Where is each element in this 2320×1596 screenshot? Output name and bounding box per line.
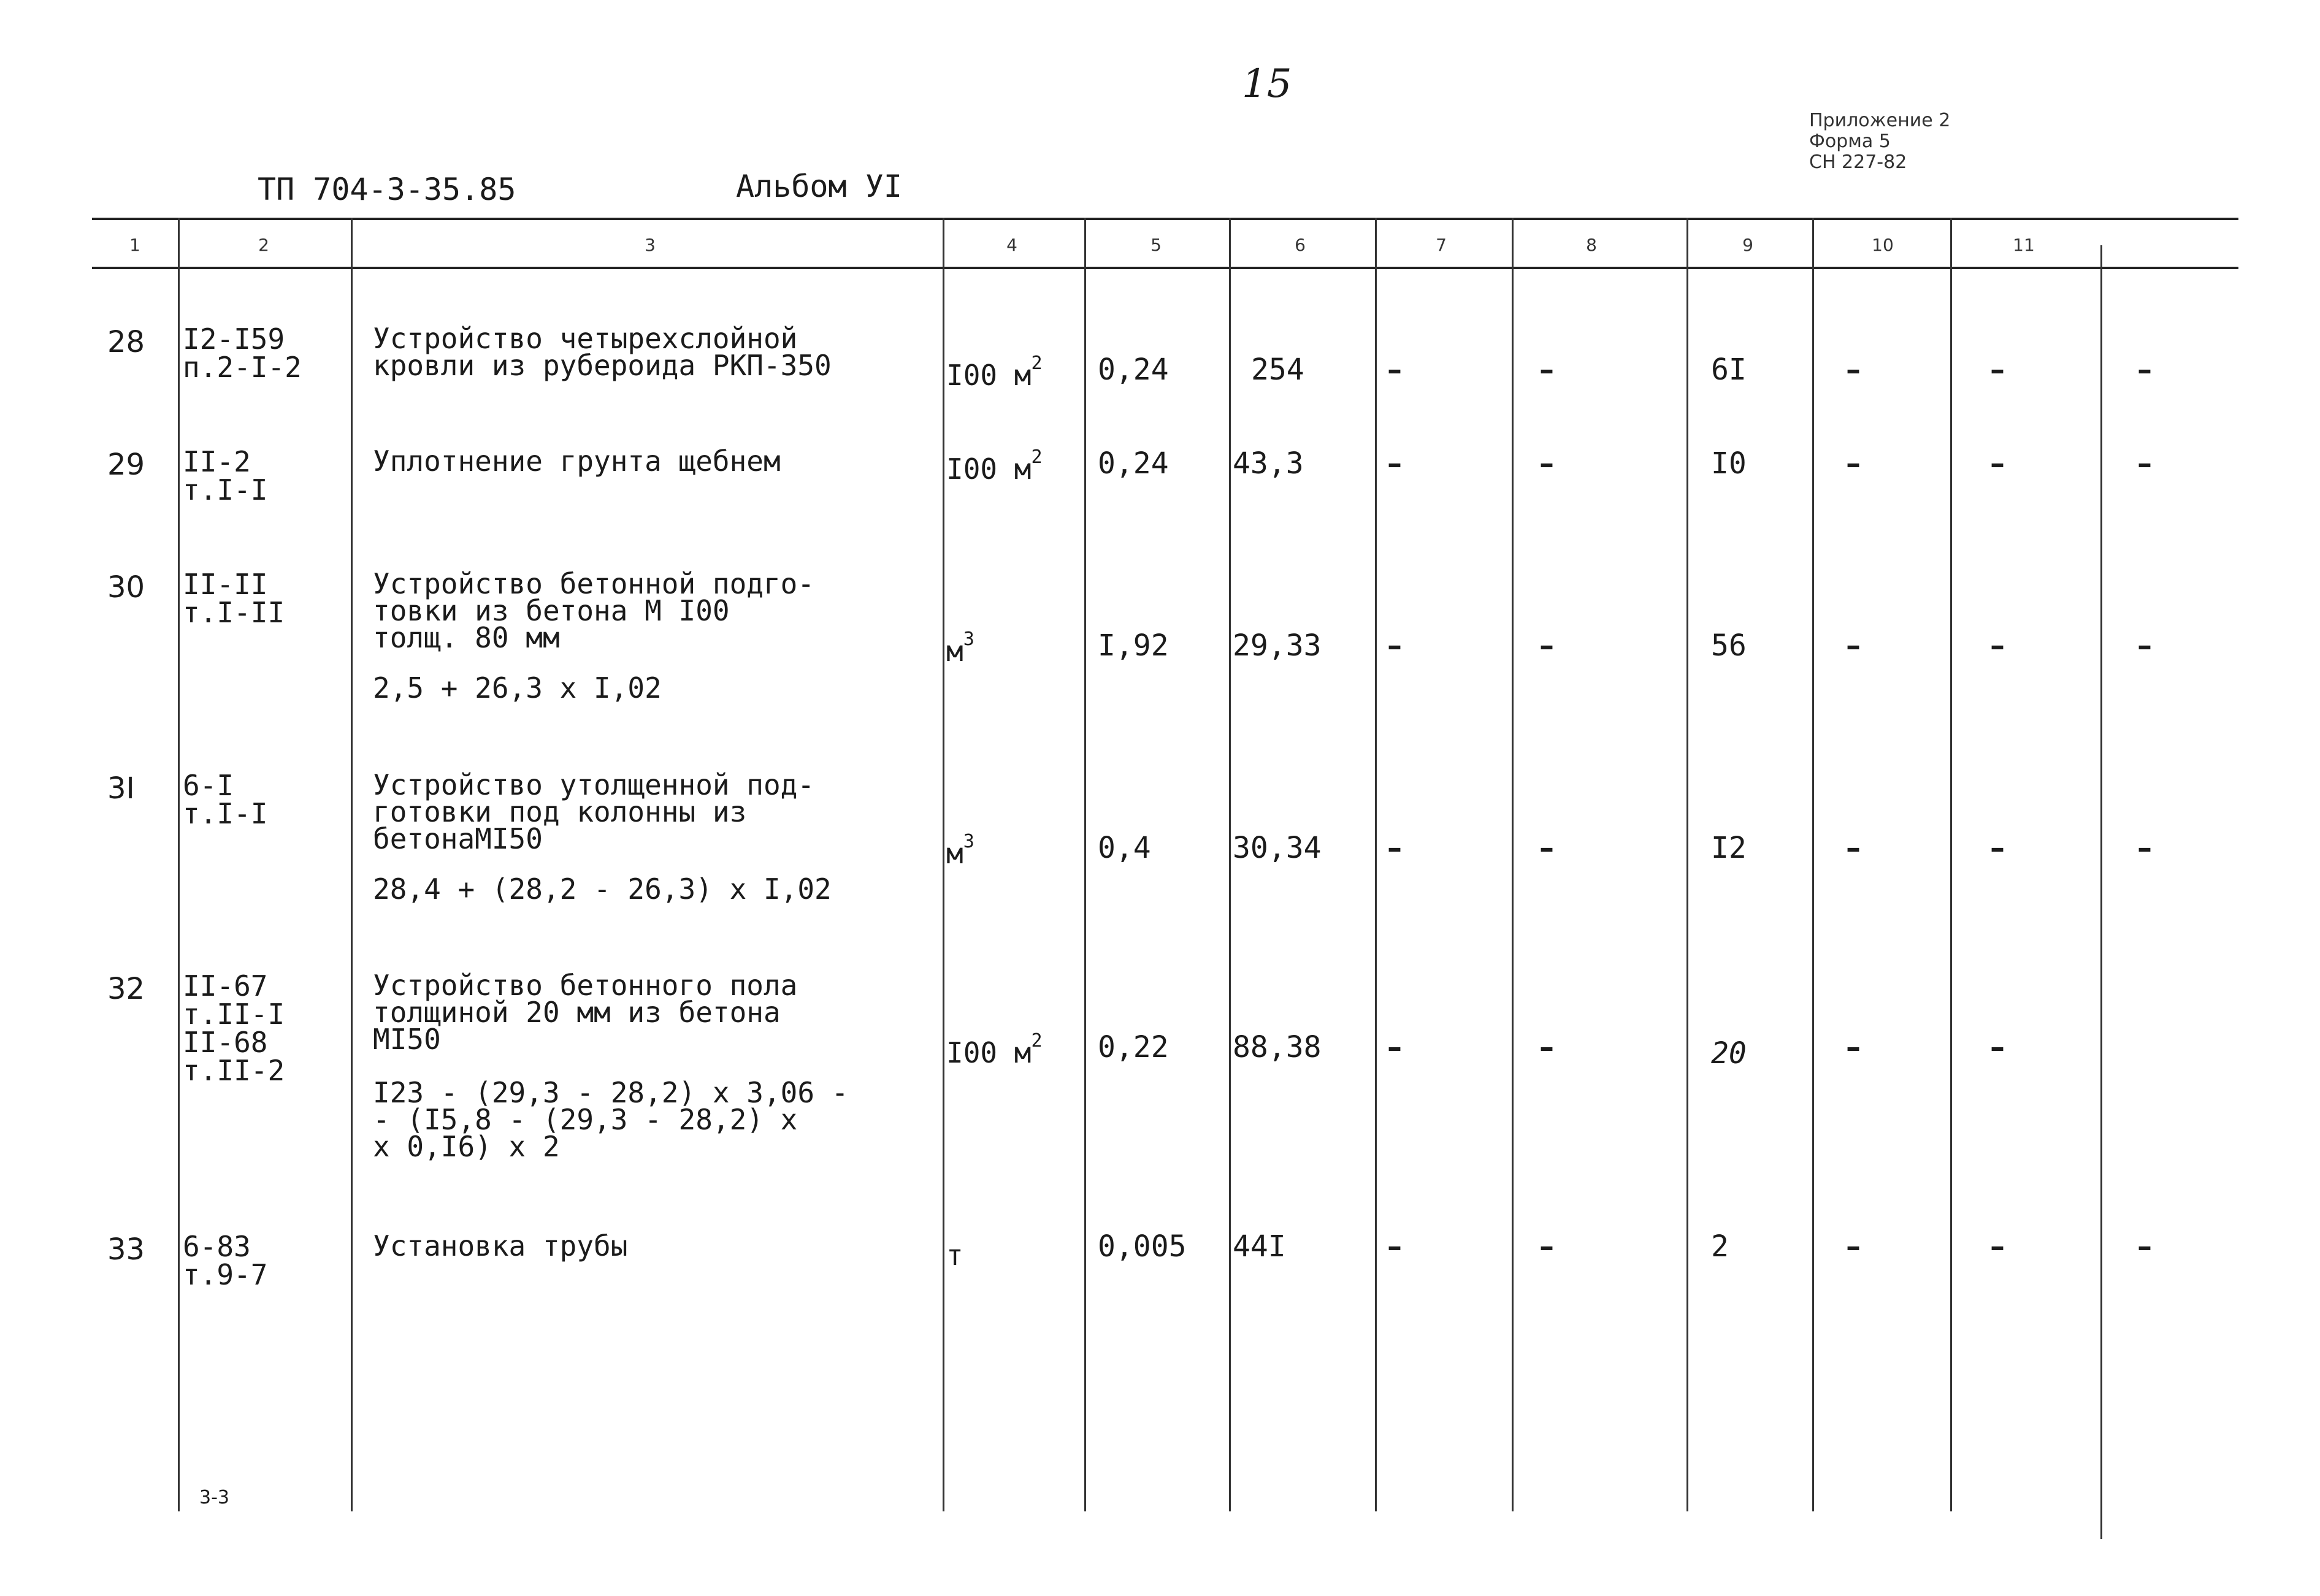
col11-value: – [1990, 831, 2005, 865]
col7-value: – [1387, 1030, 1402, 1064]
column-divider [1950, 218, 1952, 1511]
column-number: 6 [1295, 235, 1306, 255]
col7-value: – [1387, 446, 1402, 481]
row-number: 30 [107, 570, 145, 605]
col6-value: 44I [1233, 1229, 1286, 1264]
quantity: 0,4 [1098, 831, 1151, 865]
quantity: 0,24 [1098, 446, 1169, 481]
col8-value: – [1539, 1030, 1554, 1064]
col12-value: – [2137, 1229, 2152, 1264]
quantity-formula: 2,5 + 26,3 х I,02 [373, 671, 662, 704]
quantity-formula: 28,4 + (28,2 - 26,3) х I,02 [373, 872, 832, 906]
appendix-line: Приложение 2 [1809, 110, 1951, 131]
quantity: 0,005 [1098, 1229, 1187, 1264]
quantity: I,92 [1098, 628, 1169, 663]
col10-value: – [1846, 1229, 1861, 1264]
col6-value: 30,34 [1233, 831, 1322, 865]
col12-value: – [2137, 353, 2152, 387]
col8-value: – [1539, 353, 1554, 387]
column-number: 9 [1742, 235, 1753, 255]
col7-value: – [1387, 628, 1402, 663]
work-description: Устройство бетонного пола толщиной 20 мм из бетона МI50 [373, 969, 798, 1056]
col11-value: – [1990, 446, 2005, 481]
row-number: 28 [107, 325, 145, 359]
column-divider [1229, 218, 1231, 1511]
album-label: Альбом УI [736, 169, 902, 204]
col10-value: – [1846, 1030, 1861, 1064]
col10-value: – [1846, 446, 1861, 481]
col9-value: I0 [1711, 446, 1747, 481]
col9-value: 56 [1711, 628, 1747, 663]
work-description: Уплотнение грунта щебнем [373, 445, 781, 478]
unit: $м^3$ [946, 628, 974, 668]
column-divider [1686, 218, 1688, 1511]
table-top-rule [92, 218, 2238, 220]
row-number: 3I [107, 771, 135, 806]
appendix-block [1809, 110, 1950, 173]
unit: т [946, 1239, 963, 1272]
unit: I00 $м^2$ [946, 353, 1043, 392]
work-description: Устройство утолщенной под- готовки под колонны из бетонаМI50 [373, 768, 815, 855]
row-number: 33 [107, 1232, 145, 1267]
col6-value: 29,33 [1233, 628, 1322, 663]
col9-value: 2 [1711, 1229, 1729, 1264]
col7-value: – [1387, 353, 1402, 387]
col9-value: I2 [1711, 831, 1747, 865]
col12-value: – [2137, 831, 2152, 865]
quantity: 0,24 [1098, 353, 1169, 387]
sheet-code: 3-3 [199, 1487, 229, 1508]
col7-value: – [1387, 1229, 1402, 1264]
quantity: 0,22 [1098, 1030, 1169, 1064]
column-divider [1084, 218, 1086, 1511]
document-code: ТП 704-3-35.85 [258, 172, 516, 207]
col10-value: – [1846, 628, 1861, 663]
col8-value: – [1539, 628, 1554, 663]
norm-code: II-II т.I-II [183, 568, 285, 629]
column-divider [351, 218, 353, 1511]
column-number: 10 [1872, 235, 1894, 255]
row-number: 29 [107, 448, 145, 482]
col8-value: – [1539, 831, 1554, 865]
col10-value: – [1846, 353, 1861, 387]
column-divider [2100, 245, 2102, 1539]
col6-value: 88,38 [1233, 1030, 1322, 1064]
column-divider [943, 218, 944, 1511]
row-number: 32 [107, 972, 145, 1006]
quantity-formula: I23 - (29,3 - 28,2) х 3,06 - - (I5,8 - (29,3 - 28,2) х х 0,I6) х 2 [373, 1076, 849, 1163]
col11-value: – [1990, 1030, 2005, 1064]
column-number: 1 [129, 235, 140, 255]
work-description: Устройство четырехслойной кровли из рубероида РКП-350 [373, 322, 832, 382]
col6-value: 43,3 [1233, 446, 1304, 481]
col8-value: – [1539, 1229, 1554, 1264]
column-number: 2 [258, 235, 269, 255]
standard-line: СН 227-82 [1809, 151, 1907, 173]
unit: $м^3$ [946, 831, 974, 870]
header-bottom-rule [92, 267, 2238, 269]
norm-code: II-2 т.I-I [183, 445, 268, 506]
page-number: 15 [1242, 61, 1292, 107]
col12-value: – [2137, 446, 2152, 481]
col8-value: – [1539, 446, 1554, 481]
unit: I00 $м^2$ [946, 1030, 1043, 1069]
column-number: 4 [1006, 235, 1017, 255]
col11-value: – [1990, 628, 2005, 663]
column-number: 5 [1150, 235, 1162, 255]
work-description: Устройство бетонной подго- товки из бетона М I00 толщ. 80 мм [373, 567, 815, 654]
column-number: 3 [645, 235, 656, 255]
col9-value: 20 [1711, 1036, 1747, 1071]
column-number: 11 [2013, 235, 2035, 255]
col9-value: 6I [1711, 353, 1747, 387]
col11-value: – [1990, 1229, 2005, 1264]
norm-code: 6-83 т.9-7 [183, 1230, 268, 1291]
col7-value: – [1387, 831, 1402, 865]
norm-code: I2-I59 п.2-I-2 [183, 323, 302, 384]
col11-value: – [1990, 353, 2005, 387]
col10-value: – [1846, 831, 1861, 865]
column-number: 8 [1586, 235, 1597, 255]
col12-value: – [2137, 628, 2152, 663]
column-divider [1512, 218, 1514, 1511]
column-number: 7 [1436, 235, 1447, 255]
work-description: Установка трубы [373, 1229, 628, 1262]
norm-code: 6-I т.I-I [183, 769, 268, 830]
col6-value: 254 [1251, 353, 1304, 387]
column-divider [1812, 218, 1814, 1511]
form-line: Форма 5 [1809, 131, 1891, 152]
column-divider [1375, 218, 1377, 1511]
unit: I00 $м^2$ [946, 446, 1043, 486]
column-divider [178, 218, 180, 1511]
norm-code: II-67 т.II-I II-68 т.II-2 [183, 969, 285, 1087]
